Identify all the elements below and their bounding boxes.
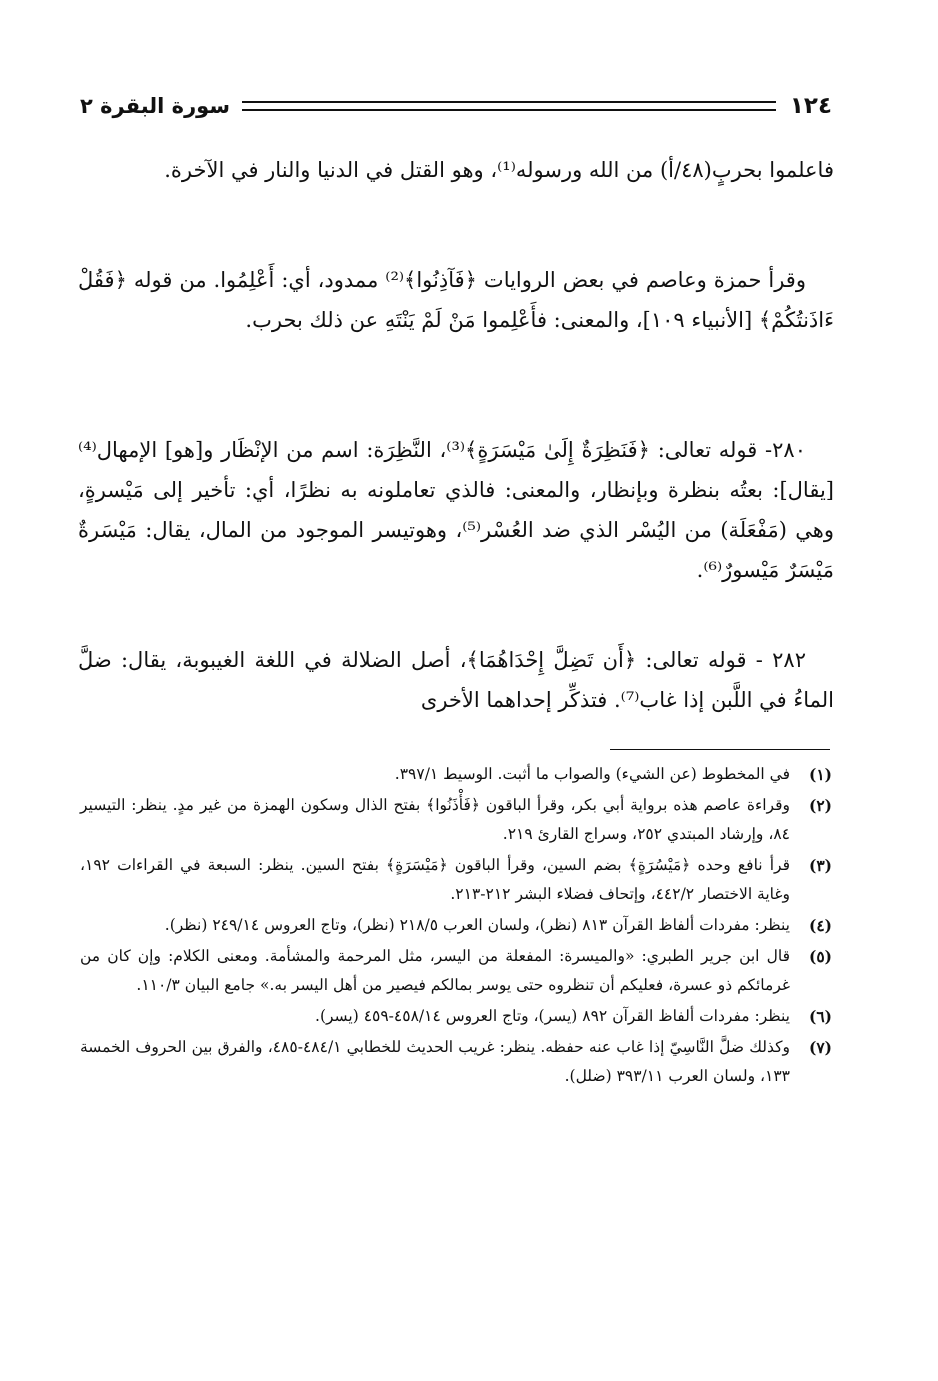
running-header (80, 88, 832, 124)
surah-title: سورة البقرة ٢ (80, 94, 230, 118)
footnote-number: (١) (808, 765, 832, 784)
footnote-text: قال ابن جرير الطبري: «والميسرة: المفعلة من اليسر، مثل المرحمة والمشأمة. ومعنى الكلام: وإن كان من غرمائكم ذو عسرة، فعليكم أن تنظروه حتى يوسر بمالكم فيصير من أهل اليسر به.» جامع البيان ١١٠/٣. (80, 947, 790, 994)
footnote (80, 851, 832, 909)
footnote-separator (610, 749, 830, 750)
footnote (80, 942, 832, 1000)
body-paragraph: فاعلموا بحربٍ(٤٨/أ) من الله ورسوله⁽¹⁾، وهو القتل في الدنيا والنار في الآخرة. (164, 158, 834, 182)
footnote (80, 1033, 832, 1091)
footnote-text: قرأ نافع وحده ﴿مَيْسُرَةٍ﴾ بضم السين، وقرأ الباقون ﴿مَيْسَرَةٍ﴾ بفتح السين. ينظر: السبعة في القراءات ١٩٢، وغاية الاختصار ٤٤٢/٢، وإتحاف فضلاء البشر ٢١٢-٢١٣. (80, 856, 790, 903)
footnote-text: وقراءة عاصم هذه برواية أبي بكر، وقرأ الباقون ﴿فَأْذَنُوا﴾ بفتح الذال وسكون الهمزة من غير مدٍ. ينظر: التيسير ٨٤، وإرشاد المبتدي ٢٥٢، وسراج القارئ ٢١٩. (80, 796, 790, 843)
footnote-number: (٧) (808, 1038, 832, 1057)
footnote (80, 1002, 832, 1031)
footnote-number: (٢) (808, 796, 832, 815)
footnote-number: (٣) (808, 856, 832, 875)
footnote (80, 911, 832, 940)
footnote-text: ينظر: مفردات ألفاظ القرآن ٨١٣ (نظر)، ولسان العرب ٢١٨/٥ (نظر)، وتاج العروس ٢٤٩/١٤ (نظر). (164, 916, 790, 934)
body-paragraph: ٢٨٢ - قوله تعالى: ﴿أَن تَضِلَّ إِحْدَاهُمَا﴾، أصل الضلالة في اللغة الغيبوبة، يقال: ضلَّ الماءُ في اللَّبن إذا غاب⁽⁷⁾. فتذكِّر إحداهما الأخرى (78, 648, 834, 712)
footnote-number: (٤) (808, 916, 832, 935)
footnotes-list (80, 760, 832, 1093)
body-paragraph: ٢٨٠- قوله تعالى: ﴿فَنَظِرَةٌ إِلَىٰ مَيْسَرَةٍ﴾⁽³⁾، النَّظِرَة: اسم من الإنْظَار و[هو] الإمهال⁽⁴⁾ [يقال]: بعتُه بنظرة وبإنظار، والمعنى: فالذي تعاملونه به نظرًا، أي: تأخير إلى مَيْسرةٍ، وهي (مَفْعَلَة) من اليُسْر الذي ضد العُسْر⁽⁵⁾، وهوتيسر الموجود من المال، يقال: مَيْسَرةٌ مَيْسَرٌ مَيْسورٌ⁽⁶⁾. (78, 438, 835, 582)
header-double-rule (242, 101, 776, 111)
footnote-number: (٦) (808, 1007, 832, 1026)
footnote-text: وكذلك ضلَّ النَّاسِيّ إذا غاب عنه حفظه. ينظر: غريب الحديث للخطابي ٤٨٤/١-٤٨٥، والفرق بين الحروف الخمسة ١٣٣، ولسان العرب ٣٩٣/١١ (ضلل). (80, 1038, 790, 1085)
footnote-text: ينظر: مفردات ألفاظ القرآن ٨٩٢ (يسر)، وتاج العروس ٤٥٨/١٤-٤٥٩ (يسر). (315, 1007, 790, 1025)
footnote-text: في المخطوط (عن الشيء) والصواب ما أثبت. الوسيط ٣٩٧/١. (394, 765, 790, 783)
page-number: ١٢٤ (789, 93, 832, 119)
footnote (80, 760, 832, 789)
footnote-number: (٥) (808, 947, 832, 966)
footnote (80, 791, 832, 849)
body-paragraph: وقرأ حمزة وعاصم في بعض الروايات ﴿فَآذِنُوا﴾⁽²⁾ ممدود، أي: أَعْلِمُوا. من قوله ﴿فَقُلْ ءَاذَنتُكُمْ﴾ [الأنبياء ١٠٩]، والمعنى: فأَعْلِموا مَنْ لَمْ يَنْتَهِ عن ذلك بحرب. (78, 268, 834, 332)
